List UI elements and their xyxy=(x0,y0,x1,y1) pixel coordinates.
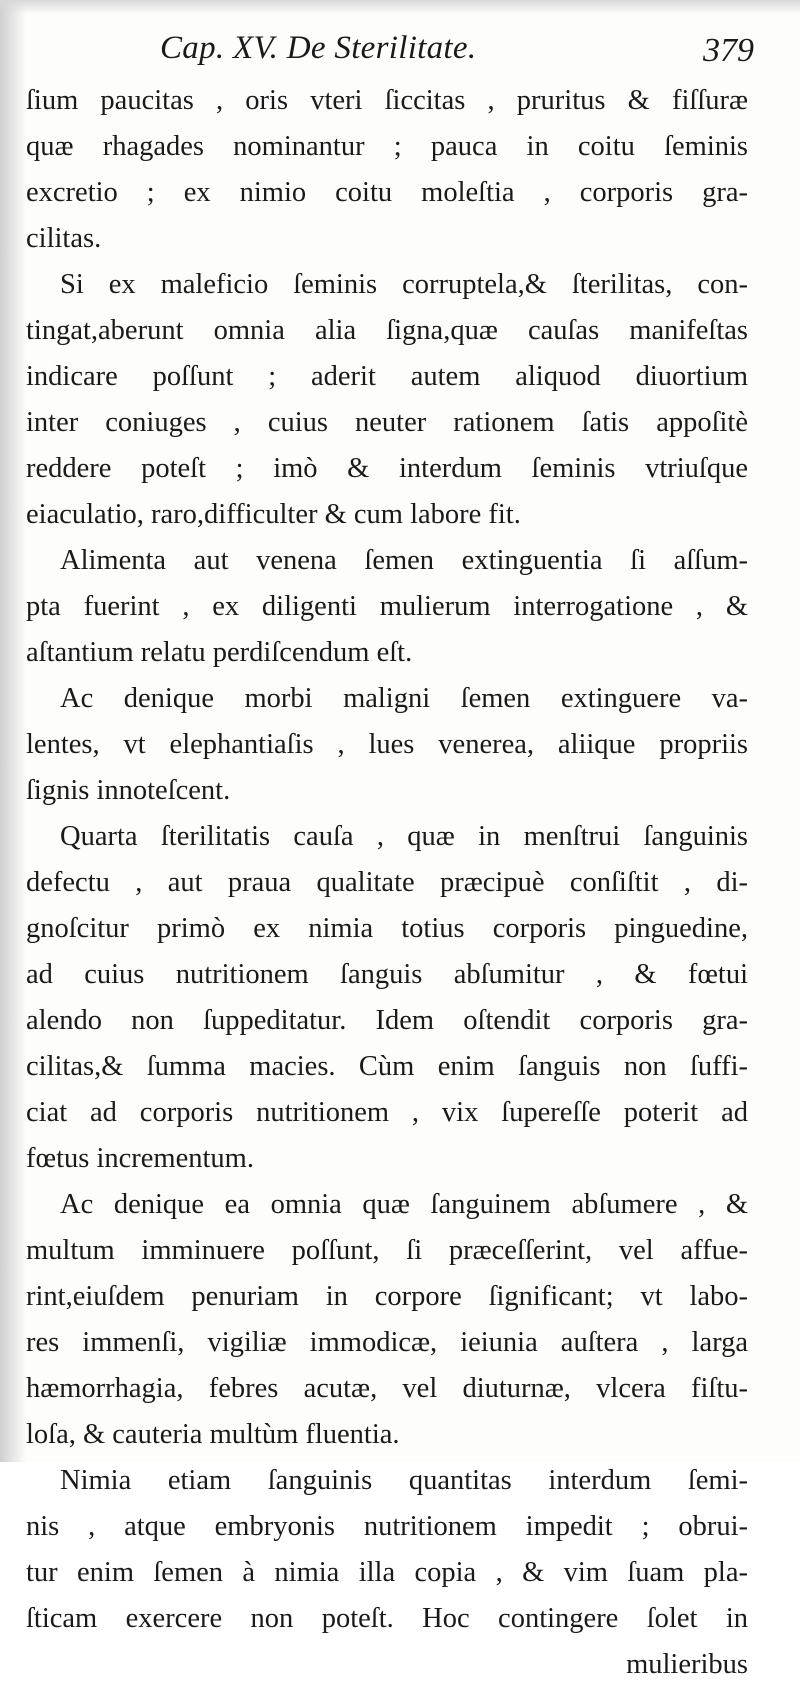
text-line: aſtantium relatu perdiſcendum eſt. xyxy=(26,637,413,668)
text-line: hæmorrhagia, febres acutæ, vel diuturnæ, vlcera fiſtu- xyxy=(26,1373,748,1404)
text-line: tur enim ſemen à nimia illa copia , & vim ſuam pla- xyxy=(26,1557,748,1588)
text-line: indicare poſſunt ; aderit autem aliquod diuortium xyxy=(26,361,748,392)
text-line: ſignis innoteſcent. xyxy=(26,775,231,806)
text-line: tingat,aberunt omnia alia ſigna,quæ cauſas manifeſtas xyxy=(26,315,748,346)
text-line: ciat ad corporis nutritionem , vix ſupereſſe poterit ad xyxy=(26,1097,748,1128)
text-line: pta fuerint , ex diligenti mulierum interrogatione , & xyxy=(26,591,748,622)
text-line: excretio ; ex nimio coitu moleſtia , corporis gra- xyxy=(26,177,748,208)
text-line: defectu , aut praua qualitate præcipuè conſiſtit , di- xyxy=(26,867,748,898)
text-line: ſticam exercere non poteſt. Hoc contingere ſolet in xyxy=(26,1603,748,1634)
text-line: cilitas. xyxy=(26,223,102,254)
text-line: lentes, vt elephantiaſis , lues venerea, aliique propriis xyxy=(26,729,748,760)
text-line: multum imminuere poſſunt, ſi præceſſerint, vel affue- xyxy=(26,1235,748,1266)
text-line: Nimia etiam ſanguinis quantitas interdum ſemi- xyxy=(60,1465,748,1496)
text-line: rint,eiuſdem penuriam in corpore ſignificant; vt labo- xyxy=(26,1281,748,1312)
text-line: inter coniuges , cuius neuter rationem ſatis appoſitè xyxy=(26,407,748,438)
text-line: Alimenta aut venena ſemen extinguentia ſi aſſum- xyxy=(60,545,748,576)
running-title: Cap. XV. De Sterilitate. xyxy=(160,30,477,66)
text-line: res immenſi, vigiliæ immodicæ, ieiunia auſtera , larga xyxy=(26,1327,748,1358)
page-header xyxy=(160,30,754,80)
text-line: Ac denique morbi maligni ſemen extinguere va- xyxy=(60,683,748,714)
text-line: gnoſcitur primò ex nimia totius corporis pinguedine, xyxy=(26,913,748,944)
text-line: cilitas,& ſumma macies. Cùm enim ſanguis non ſuffi- xyxy=(26,1051,748,1082)
text-line: quæ rhagades nominantur ; pauca in coitu ſeminis xyxy=(26,131,748,162)
text-line: nis , atque embryonis nutritionem impedit ; obrui- xyxy=(26,1511,748,1542)
body-text xyxy=(26,78,748,1688)
text-line: ad cuius nutritionem ſanguis abſumitur , & fœtui xyxy=(26,959,748,990)
page-number: 379 xyxy=(703,32,754,69)
catchword: mulieribus xyxy=(626,1649,748,1680)
text-line: Ac denique ea omnia quæ ſanguinem abſumere , & xyxy=(60,1189,748,1220)
text-line: reddere poteſt ; imò & interdum ſeminis vtriuſque xyxy=(26,453,748,484)
text-line: fœtus incrementum. xyxy=(26,1143,254,1174)
text-line: ſium paucitas , oris vteri ſiccitas , pruritus & fiſſuræ xyxy=(26,85,748,116)
text-line: Quarta ſterilitatis cauſa , quæ in menſtrui ſanguinis xyxy=(60,821,748,852)
text-line: eiaculatio, raro,difficulter & cum labore fit. xyxy=(26,499,521,530)
text-line: loſa, & cauteria multùm fluentia. xyxy=(26,1419,400,1450)
text-line: alendo non ſuppeditatur. Idem oſtendit corporis gra- xyxy=(26,1005,748,1036)
text-line: Si ex maleficio ſeminis corruptela,& ſterilitas, con- xyxy=(60,269,748,300)
